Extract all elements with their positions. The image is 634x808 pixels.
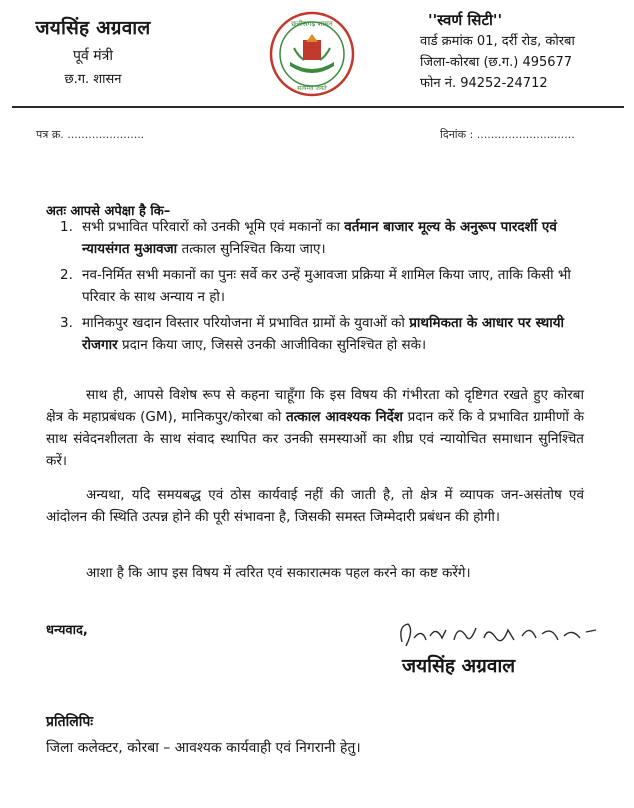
copy-label: प्रतिलिपिः xyxy=(46,714,94,730)
item-text-end: तत्काल सुनिश्चित किया जाए। xyxy=(177,241,326,257)
letter-date: दिनांक : ............................ xyxy=(440,128,575,141)
emblem-top-text: छत्तीसगढ़ शासन xyxy=(291,20,333,28)
paragraph-text: अन्यथा, यदि समयबद्ध एवं ठोस कार्यवाई नहीं की जाती है, तो क्षेत्र में व्यापक जन-असंतोष एवं आंदोलन की स्थिति उत्पन्न होने की पूरी संभावना है, जिसकी समस्त जिम्मेदारी प्रबंधन की होगी। xyxy=(46,487,584,525)
item-number: 3. xyxy=(60,315,73,331)
list-item xyxy=(60,216,582,260)
paragraph-warning xyxy=(46,484,584,528)
chhattisgarh-government-emblem-icon xyxy=(268,10,356,98)
sender-post: पूर्व मंत्री xyxy=(73,48,113,64)
letter-number: पत्र क्र. ...................... xyxy=(36,128,145,141)
emblem-bottom-text: सत्यमेव जयते xyxy=(297,85,327,92)
paragraph-instructions xyxy=(46,384,584,472)
letterhead-divider xyxy=(12,106,624,108)
intro-text: अतः आपसे अपेक्षा है कि– xyxy=(46,204,171,219)
phone-number: फोन नं. 94252-24712 xyxy=(420,76,548,91)
list-item xyxy=(60,264,582,308)
paragraph-text: साथ ही, आपसे विशेष रूप से कहना चाहूँगा कि इस विषय की गंभीरता को दृष्टिगत रखते हुए कोरबा क्षेत्र के महाप्रबंधक (GM), मानिकपुर/कोरबा को xyxy=(46,387,584,425)
demands-list xyxy=(60,216,582,360)
sender-government: छ.ग. शासन xyxy=(64,72,122,87)
paragraph-hope xyxy=(46,562,584,584)
item-bold-text: वर्तमान बाजार मूल्य के अनुरूप पारदर्शी एवं न्यायसंगत मुआवजा xyxy=(82,219,557,257)
paragraph-text-end: प्रदान करें कि वे प्रभावित ग्रामीणों के साथ संवेदनशीलता के साथ संवाद स्थापित कर उनकी समस्याओं का शीघ्र एवं न्यायोचित समाधान सुनिश्चित करें। xyxy=(46,409,584,469)
item-text: मानिकपुर खदान विस्तार परियोजना में प्रभावित ग्रामों के युवाओं को xyxy=(82,315,410,331)
item-number: 1. xyxy=(60,219,73,235)
paragraph-text: आशा है कि आप इस विषय में त्वरित एवं सकारात्मक पहल करने का कष्ट करेंगे। xyxy=(86,565,471,581)
item-text-end: प्रदान किया जाए, जिससे उनकी आजीविका सुनिश्चित हो सके। xyxy=(117,337,427,353)
item-text: नव-निर्मित सभी मकानों का पुनः सर्वे कर उन्हें मुआवजा प्रक्रिया में शामिल किया जाए, ताकि किसी भी परिवार के साथ अन्याय न हो। xyxy=(82,267,571,305)
handwritten-signature xyxy=(396,616,606,656)
letterhead-address xyxy=(420,10,630,94)
item-number: 2. xyxy=(60,267,73,283)
address-line-1: वार्ड क्रमांक 01, दर्री रोड, कोरबा xyxy=(420,34,575,49)
sender-name: जयसिंह अग्रवाल xyxy=(35,17,151,39)
paragraph-bold-text: तत्काल आवश्यक निर्देश xyxy=(286,409,403,425)
signatory-name: जयसिंह अग्रवाल xyxy=(402,655,516,677)
residence-name: ''स्वर्ण सिटी'' xyxy=(428,11,503,29)
list-item xyxy=(60,312,582,356)
item-text: सभी प्रभावित परिवारों को उनकी भूमि एवं मकानों का xyxy=(82,219,345,235)
letterhead-sender xyxy=(18,14,168,87)
thanks-text: धन्यवाद, xyxy=(46,623,88,638)
copy-recipient: जिला कलेक्टर, कोरबा – आवश्यक कार्यवाही एवं निगरानी हेतु। xyxy=(46,740,361,756)
item-bold-text: प्राथमिकता के आधार पर स्थायी रोजगार xyxy=(82,315,565,353)
address-line-2: जिला-कोरबा (छ.ग.) 495677 xyxy=(420,55,573,70)
